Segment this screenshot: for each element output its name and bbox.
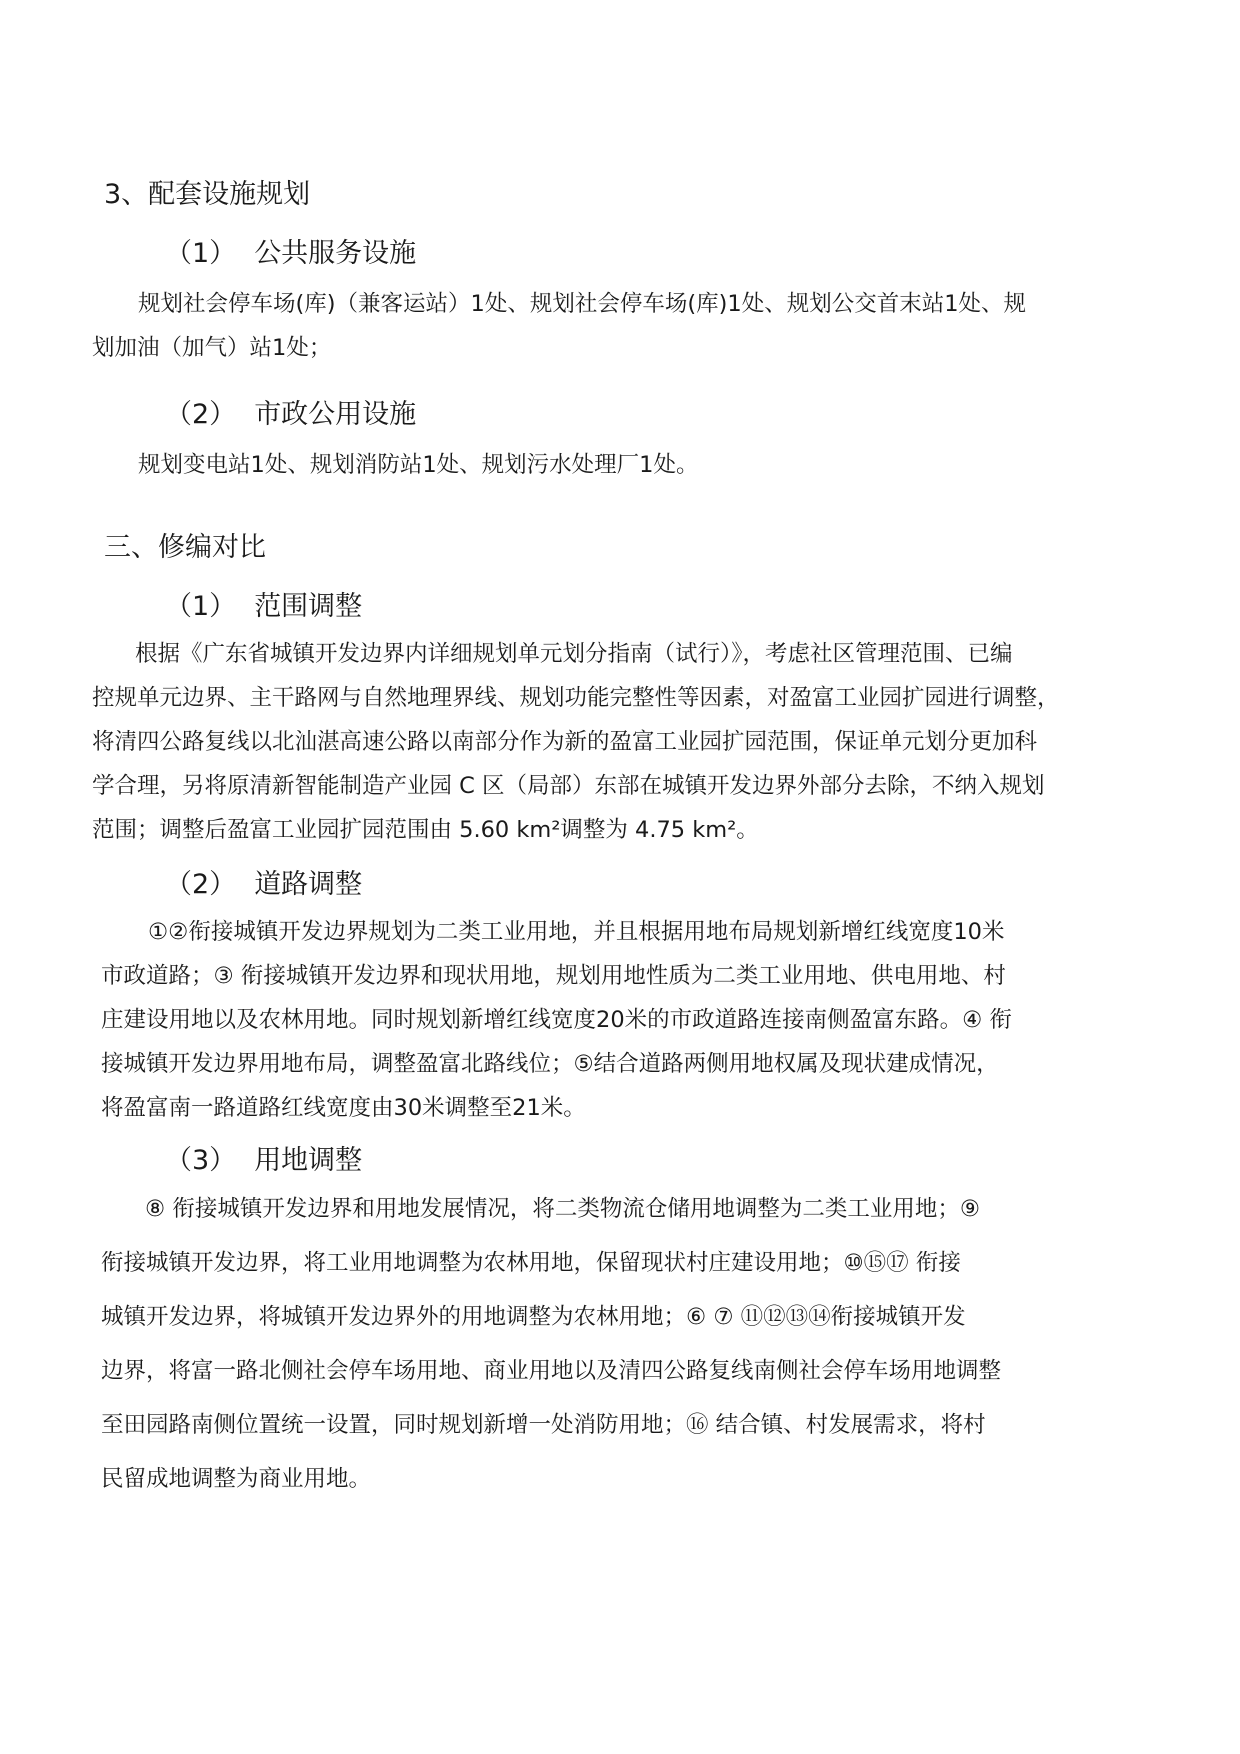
subsection-title: 市政公用设施 [254, 399, 417, 430]
paragraph-line: 民留成地调整为商业用地。 [101, 1466, 372, 1492]
subsection-number: （3） [165, 1145, 237, 1176]
paragraph-line: 城镇开发边界，将城镇开发边界外的用地调整为农林用地；⑥ ⑦ ⑪⑫⑬⑭衔接城镇开发 [101, 1304, 966, 1330]
subsection-3-heading [165, 1138, 362, 1177]
paragraph-line: 根据《广东省城镇开发边界内详细规划单元划分指南（试行）》，考虑社区管理范围、已编 [135, 641, 1013, 667]
paragraph-line: 市政道路；③ 衔接城镇开发边界和现状用地，规划用地性质为二类工业用地、供电用地、村 [101, 963, 1006, 989]
section-3-heading: 3、配套设施规划 [104, 179, 311, 210]
paragraph-line: 至田园路南侧位置统一设置，同时规划新增一处消防用地；⑯ 结合镇、村发展需求，将村 [101, 1412, 986, 1438]
subsection-1-heading [165, 231, 416, 270]
subsection-number: （2） [165, 399, 237, 430]
paragraph-line: ①②衔接城镇开发边界规划为二类工业用地，并且根据用地布局规划新增红线宽度10米 [148, 919, 1005, 945]
paragraph-line: 庄建设用地以及农林用地。同时规划新增红线宽度20米的市政道路连接南侧盈富东路。④ 衔 [101, 1007, 1012, 1033]
paragraph-line: 范围；调整后盈富工业园扩园范围由 5.60 km²调整为 4.75 km²。 [92, 817, 759, 843]
subsection-2-heading [165, 862, 362, 901]
paragraph-line: 学合理，另将原清新智能制造产业园 C 区（局部）东部在城镇开发边界外部分去除，不纳入规划 [92, 773, 1045, 799]
paragraph-line: 将清四公路复线以北汕湛高速公路以南部分作为新的盈富工业园扩园范围，保证单元划分更加科 [92, 729, 1038, 755]
paragraph-line: 接城镇开发边界用地布局，调整盈富北路线位；⑤结合道路两侧用地权属及现状建成情况， [101, 1051, 999, 1077]
subsection-title: 道路调整 [254, 869, 363, 900]
subsection-title: 公共服务设施 [254, 238, 417, 269]
paragraph-line: 控规单元边界、主干路网与自然地理界线、规划功能完整性等因素，对盈富工业园扩园进行调整， [92, 685, 1060, 711]
subsection-2-heading [165, 392, 416, 431]
subsection-number: （1） [165, 591, 237, 622]
paragraph-line: 规划变电站1处、规划消防站1处、规划污水处理厂1处。 [138, 452, 699, 478]
paragraph-line: ⑧ 衔接城镇开发边界和用地发展情况，将二类物流仓储用地调整为二类工业用地；⑨ [145, 1196, 980, 1222]
paragraph-line: 划加油（加气）站1处； [92, 335, 332, 361]
paragraph-line: 边界，将富一路北侧社会停车场用地、商业用地以及清四公路复线南侧社会停车场用地调整 [101, 1358, 1002, 1384]
paragraph-line: 衔接城镇开发边界，将工业用地调整为农林用地，保留现状村庄建设用地；⑩⑮⑰ 衔接 [101, 1250, 961, 1276]
paragraph-line: 将盈富南一路道路红线宽度由30米调整至21米。 [101, 1095, 586, 1121]
subsection-title: 范围调整 [254, 591, 363, 622]
subsection-number: （1） [165, 238, 237, 269]
subsection-1-heading [165, 584, 362, 623]
subsection-title: 用地调整 [254, 1145, 363, 1176]
paragraph-line: 规划社会停车场(库)（兼客运站）1处、规划社会停车场(库)1处、规划公交首末站1处、规 [138, 291, 1027, 317]
part-3-heading: 三、修编对比 [104, 532, 266, 563]
subsection-number: （2） [165, 869, 237, 900]
